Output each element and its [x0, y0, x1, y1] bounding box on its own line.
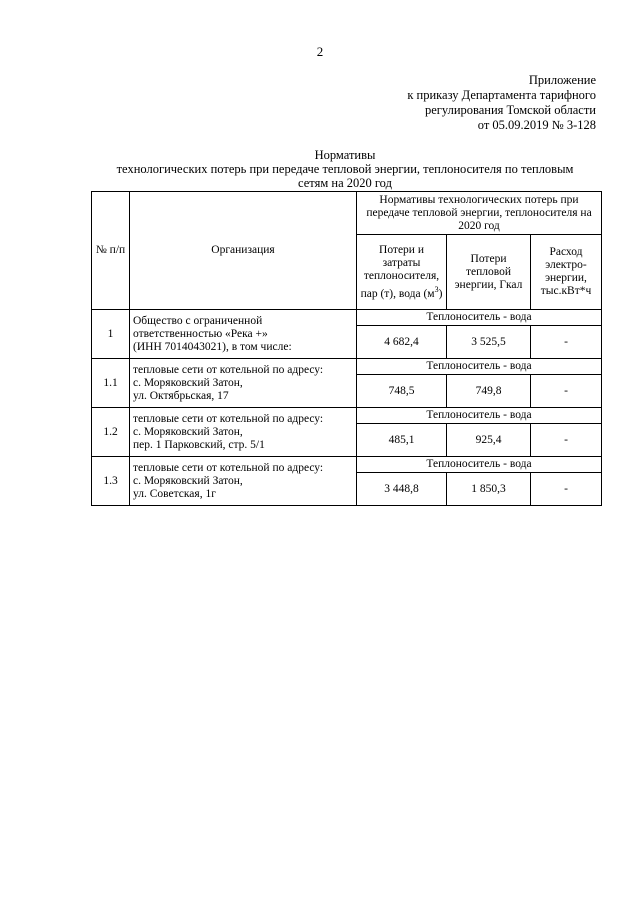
appendix-line: регулирования Томской области	[424, 103, 596, 117]
row-carrier: Теплоноситель - вода	[357, 408, 602, 424]
table-row	[92, 359, 602, 375]
row-num: 1	[92, 310, 130, 359]
row-organization: Общество с ограниченной ответственностью «Река +» (ИНН 7014043021), в том числе:	[130, 310, 357, 359]
appendix-line: Приложение	[528, 73, 596, 87]
header-col3: Расход электро-энергии, тыс.кВт*ч	[531, 235, 602, 310]
row-num: 1.2	[92, 408, 130, 457]
appendix-line: от 05.09.2019 № 3-128	[477, 118, 596, 132]
header-group: Нормативы технологических потерь при передаче тепловой энергии, теплоносителя на 2020 год	[357, 192, 602, 235]
row-organization: тепловые сети от котельной по адресу: с. Моряковский Затон, ул. Октябрьская, 17	[130, 359, 357, 408]
header-col2: Потери тепловой энергии, Гкал	[447, 235, 531, 310]
row-num: 1.1	[92, 359, 130, 408]
value-losses-carrier: 485,1	[357, 424, 447, 457]
value-electricity: -	[531, 326, 602, 359]
header-row	[92, 192, 602, 235]
table-row	[92, 457, 602, 473]
row-organization: тепловые сети от котельной по адресу: с. Моряковский Затон, ул. Советская, 1г	[130, 457, 357, 506]
page-number: 2	[316, 44, 324, 59]
row-carrier: Теплоноситель - вода	[357, 310, 602, 326]
row-organization: тепловые сети от котельной по адресу: с. Моряковский Затон, пер. 1 Парковский, стр. 5/1	[130, 408, 357, 457]
row-carrier: Теплоноситель - вода	[357, 457, 602, 473]
value-losses-carrier: 4 682,4	[357, 326, 447, 359]
norms-table	[91, 191, 602, 506]
table-row	[92, 310, 602, 326]
value-losses-heat: 749,8	[447, 375, 531, 408]
row-carrier: Теплоноситель - вода	[357, 359, 602, 375]
value-electricity: -	[531, 424, 602, 457]
value-losses-heat: 1 850,3	[447, 473, 531, 506]
value-electricity: -	[531, 473, 602, 506]
table-row	[92, 408, 602, 424]
value-losses-heat: 925,4	[447, 424, 531, 457]
row-num: 1.3	[92, 457, 130, 506]
title-line: технологических потерь при передаче тепловой энергии, теплоносителя по тепловым	[116, 162, 574, 176]
header-col1: Потери и затраты теплоносителя, пар (т), вода $(м^3)$	[357, 235, 447, 310]
title-line: Нормативы	[314, 148, 376, 162]
header-num: № п/п	[92, 192, 130, 310]
appendix-block	[407, 73, 596, 133]
value-losses-carrier: 3 448,8	[357, 473, 447, 506]
document-title	[90, 148, 600, 190]
value-losses-carrier: 748,5	[357, 375, 447, 408]
value-losses-heat: 3 525,5	[447, 326, 531, 359]
header-org: Организация	[130, 192, 357, 310]
title-line: сетям на 2020 год	[298, 176, 392, 190]
appendix-line: к приказу Департамента тарифного	[407, 88, 596, 102]
value-electricity: -	[531, 375, 602, 408]
